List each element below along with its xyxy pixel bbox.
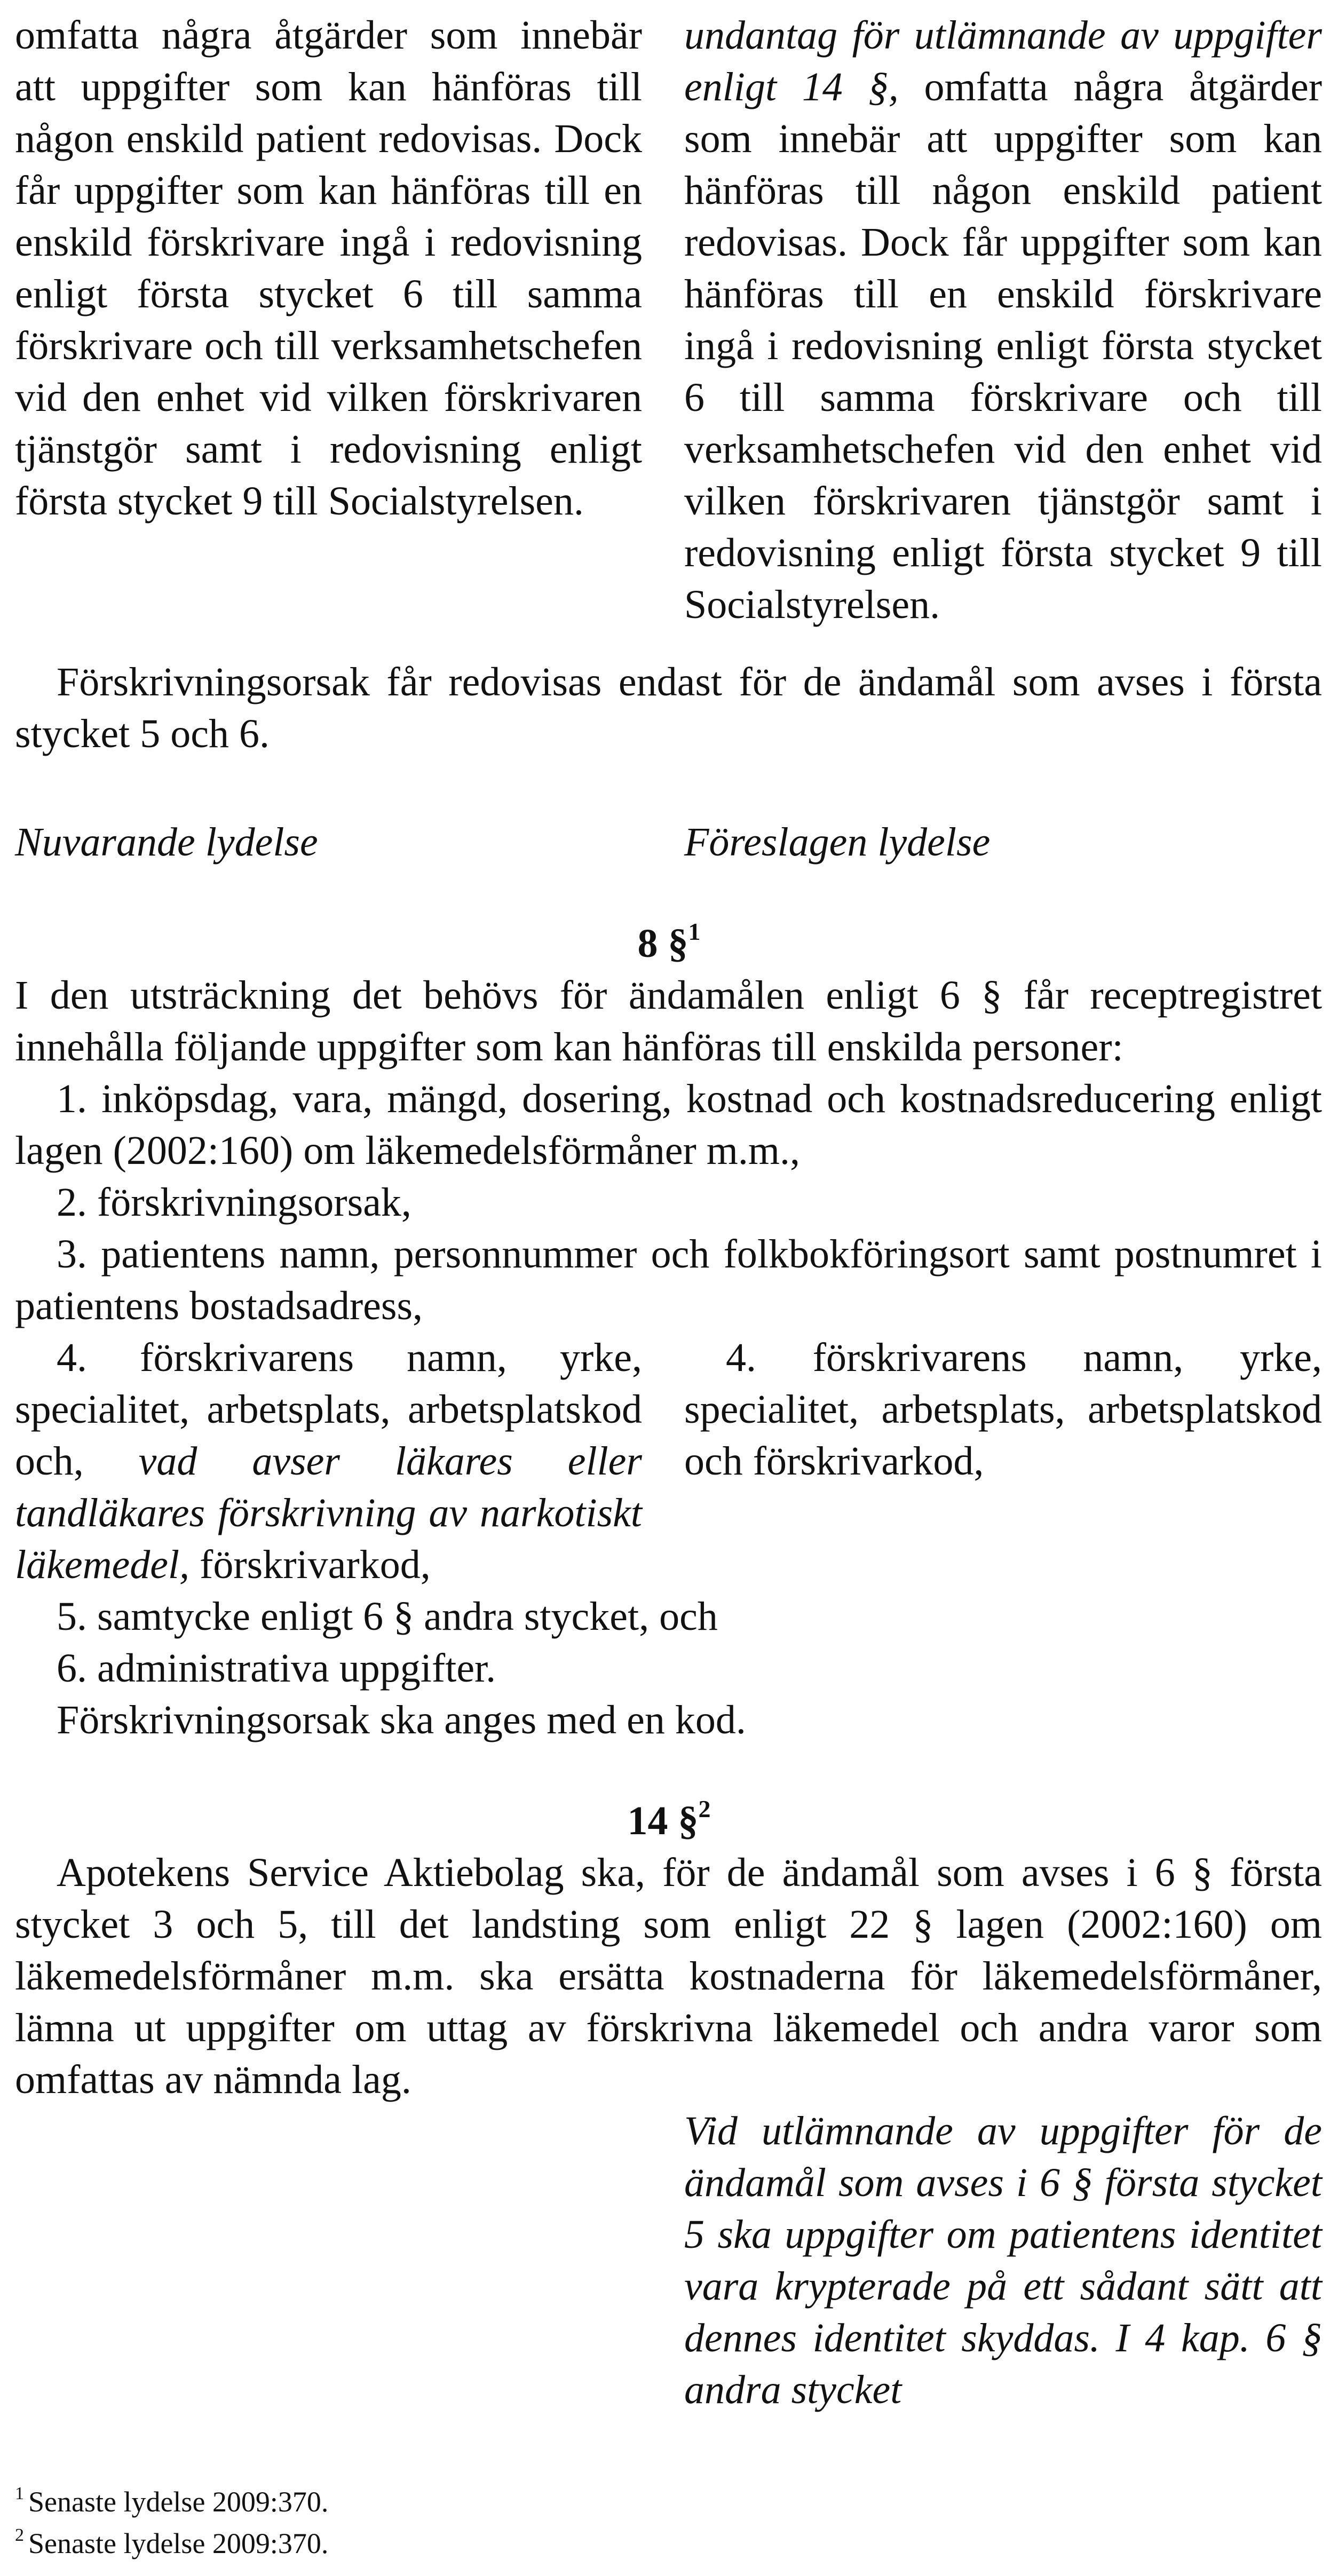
- section-14-title: 14 §: [627, 1798, 699, 1843]
- fullwidth-paragraph: Förskrivningsorsak får redovisas endast för de ändamål som avses i första stycket 5 och 6.: [15, 660, 1322, 756]
- section-8-item-6: 6. administrativa uppgifter.: [57, 1646, 496, 1691]
- section-8-item-1: 1. inköpsdag, vara, mängd, dosering, kostnad och kostnadsreducering enligt lagen (2002:160) om läkemedelsförmåner m.m.,: [15, 1076, 1322, 1173]
- section-8-closing: Förskrivningsorsak ska anges med en kod.: [57, 1698, 746, 1742]
- right-column-paragraph: [684, 10, 1322, 631]
- footnote-1: [15, 2483, 328, 2521]
- section-8-title: 8 §: [637, 921, 688, 966]
- footnote-ref-1: 1: [688, 917, 701, 945]
- left-column-paragraph: omfatta några åtgärder som innebär att uppgifter som kan hänföras till någon enskild patient redovisas. Dock får uppgifter som kan hänföras till en enskild förskrivare ingå i redovisning enligt första stycket 6 till samma förskrivare och till verksamhetschefen vid den enhet vid vilken förskrivaren tjänstgör samt i redovisning enligt första stycket 9 till Socialstyrelsen.: [15, 13, 642, 524]
- label-proposed-version: Föreslagen lydelse: [684, 820, 991, 865]
- section-8-item-3: 3. patientens namn, personnummer och folkbokföringsort samt postnumret i patientens bostadsadress,: [15, 1232, 1322, 1328]
- right-column-italic-insert: undantag för utlämnande av uppgifter enligt 14 §,: [684, 13, 1322, 109]
- item-4-current-italic: vad avser läkares eller tandläkares förskrivning av narkotiskt läkemedel,: [15, 1439, 642, 1587]
- footnote-1-number: 1: [15, 2484, 24, 2503]
- footnote-2-text: Senaste lydelse 2009:370.: [28, 2527, 329, 2559]
- section-8-item-2: 2. förskrivningsorsak,: [57, 1180, 411, 1225]
- section-8-item-4-current: [15, 1332, 642, 1591]
- label-current-version: Nuvarande lydelse: [15, 820, 318, 865]
- item-4-current-end: förskrivarkod,: [189, 1542, 431, 1587]
- section-14-heading: [0, 1795, 1338, 1847]
- section-14-body: Apotekens Service Aktiebolag ska, för de ändamål som avses i 6 § första stycket 3 och 5, till det landsting som enligt 22 § lagen (2002:160) om läkemedelsförmåner m.m. ska ersätta kostnaderna för läkemedelsförmåner, lämna ut uppgifter om uttag av förskrivna läkemedel och andra varor som omfattas av nämnda lag.: [15, 1850, 1322, 2102]
- footnote-ref-2: 2: [698, 1795, 711, 1822]
- section-8-intro: I den utsträckning det behövs för ändamålen enligt 6 § får receptregistret innehålla följande uppgifter som kan hänföras till enskilda personer:: [15, 973, 1322, 1069]
- section-14-proposed-addition: Vid utlämnande av uppgifter för de ändamål som avses i 6 § första stycket 5 ska uppgifter om patientens identitet vara krypterade på ett sådant sätt att dennes identitet skyddas. I 4 kap. 6 § andra stycket: [684, 2109, 1322, 2412]
- right-column-text: omfatta några åtgärder som innebär att uppgifter som kan hänföras till någon enskild patient redovisas. Dock får uppgifter som kan hänföras till en enskild förskrivare ingå i redovisning enligt första stycket 6 till samma förskrivare och till verksamhetschefen vid den enhet vid vilken förskrivaren tjänstgör samt i redovisning enligt första stycket 9 till Socialstyrelsen.: [684, 65, 1322, 627]
- footnote-2: [15, 2524, 328, 2563]
- footnote-2-number: 2: [15, 2525, 24, 2545]
- footnote-1-text: Senaste lydelse 2009:370.: [28, 2486, 329, 2518]
- item-4-current-text: 4. förskrivarens namn, yrke, specialitet, arbetsplats, arbetsplatskod och,: [15, 1335, 642, 1484]
- section-8-item-5: 5. samtycke enligt 6 § andra stycket, och: [57, 1594, 718, 1639]
- section-8-heading: [0, 918, 1338, 970]
- section-8-item-4-proposed: 4. förskrivarens namn, yrke, specialitet, arbetsplats, arbetsplatskod och förskrivarkod,: [684, 1335, 1322, 1484]
